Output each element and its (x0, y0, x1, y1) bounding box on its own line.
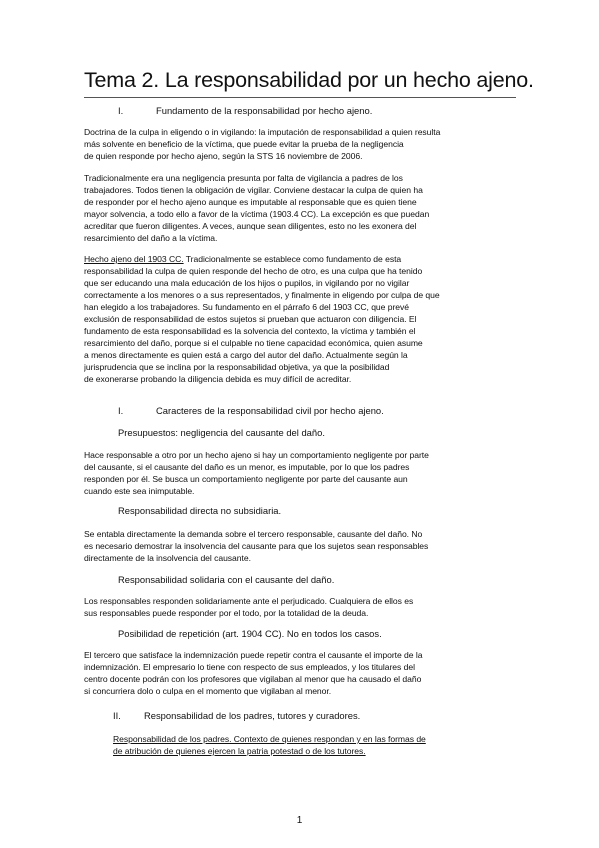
section-number: I. (118, 405, 124, 416)
text-line: si concurriera dolo o culpa en el momento que vigilaban al menor. (84, 686, 332, 696)
inline-underlined-term: Hecho ajeno del 1903 CC. (84, 254, 184, 264)
paragraph-directa (84, 528, 516, 564)
paragraph-culpa-in-vigilando (84, 126, 516, 162)
text-line: cuando este sea inimputable. (84, 486, 195, 496)
text-line: mayor solvencia, a todo ello a favor de la víctima (1903.4 CC). La excepción es que puedan (84, 209, 430, 219)
section-title: Responsabilidad de los padres, tutores y curadores. (144, 710, 361, 721)
subheading-directa: Responsabilidad directa no subsidiaria. (118, 505, 282, 516)
title-underline (84, 97, 516, 98)
text-line: de responder por el hecho ajeno aunque es imputable al responsable que es quien tiene (84, 197, 417, 207)
text-line: es necesario demostrar la insolvencia del causante para que los sujetos sean responsables (84, 541, 429, 551)
text-line: resarcimiento del daño, porque si el culpable no tiene capacidad económica, quien asume (84, 338, 423, 348)
section-title: Caracteres de la responsabilidad civil por hecho ajeno. (156, 405, 384, 416)
page-number: 1 (296, 815, 303, 826)
paragraph-padres (113, 733, 513, 757)
text-line: Responsabilidad de los padres. Contexto de quienes respondan y en las formas de (113, 734, 426, 744)
text-line: Los responsables responden solidariamente ante el perjudicado. Cualquiera de ellos es (84, 596, 414, 606)
text-line: Hace responsable a otro por un hecho ajeno si hay un comportamiento negligente por parte (84, 450, 429, 460)
paragraph-hecho-ajeno-1903 (84, 253, 516, 385)
text-line: El tercero que satisface la indemnización puede repetir contra el causante el importe de la (84, 650, 423, 660)
section-number: II. (113, 710, 121, 721)
text-line: responden por él. Se busca un comportamiento negligente por parte del causante aun (84, 474, 408, 484)
text-line: resarcimiento del daño a la víctima. (84, 233, 218, 243)
text-line: correctamente a los menores o a sus representados, y finalmente in eligendo por culpa de que (84, 290, 440, 300)
subheading-solidaria: Responsabilidad solidaria con el causante del daño. (118, 574, 335, 585)
text-line: a menos directamente es quien está a cargo del autor del daño. Actualmente según la (84, 350, 408, 360)
text-line: acreditar que fueron diligentes. A veces, aunque sean diligentes, esto no les exonera del (84, 221, 417, 231)
text-line: directamente de la insolvencia del causante. (84, 553, 251, 563)
subheading-repeticion: Posibilidad de repetición (art. 1904 CC). No en todos los casos. (118, 628, 382, 639)
paragraph-negligencia-presunta (84, 172, 516, 244)
text-line: de atribución de quienes ejercen la patria potestad o de los tutores. (113, 746, 366, 756)
text-line: Tradicionalmente era una negligencia presunta por falta de vigilancia a padres de los (84, 173, 403, 183)
text-line: que ser educando una mala educación de los hijos o pupilos, in vigilando por no vigilar (84, 278, 410, 288)
text-line: trabajadores. Todos tienen la obligación de vigilar. Conviene destacar la culpa de quien ha (84, 185, 423, 195)
page-title: Tema 2. La responsabilidad por un hecho ajeno. (84, 68, 534, 92)
paragraph-presupuestos (84, 449, 516, 497)
text-line (84, 253, 516, 265)
text-line: del causante, si el causante del daño es un menor, es imputable, por lo que los padres (84, 462, 410, 472)
section-title: Fundamento de la responsabilidad por hecho ajeno. (156, 105, 373, 116)
text-line: jurisprudencia que se inclina por la responsabilidad objetiva, ya que la posibilidad (84, 362, 390, 372)
text-line: Doctrina de la culpa in eligendo o in vigilando: la imputación de responsabilidad a quien resulta (84, 127, 441, 137)
paragraph-repeticion (84, 649, 516, 697)
text-line: centro docente podrán con los profesores que vigilaban al menor que ha causado el daño (84, 674, 422, 684)
section-number: I. (118, 105, 124, 116)
text-line: responsabilidad la culpa de quien responde del hecho de otro, es una culpa que ha tenido (84, 266, 423, 276)
text-line: Se entabla directamente la demanda sobre el tercero responsable, causante del daño. No (84, 529, 423, 539)
text-line: han elegido a los trabajadores. Su fundamento en el párrafo 6 del 1903 CC, que prevé (84, 302, 409, 312)
subheading-presupuestos: Presupuestos: negligencia del causante del daño. (118, 427, 325, 438)
text-line: sus responsables puede responder por el todo, por la totalidad de la deuda. (84, 608, 369, 618)
text-line: de quien responde por hecho ajeno, según la STS 16 noviembre de 2006. (84, 151, 363, 161)
text-line: más solvente en beneficio de la víctima, que puede evitar la prueba de la negligencia (84, 139, 404, 149)
text-line: fundamento de esta responsabilidad es la solvencia del contexto, la víctima y también el (84, 326, 416, 336)
text-line: exclusión de responsabilidad de estos sujetos si prueban que actuaron con diligencia. El (84, 314, 417, 324)
text-fragment: Tradicionalmente se establece como fundamento de esta (183, 254, 402, 264)
paragraph-solidaria (84, 595, 516, 619)
text-line: de exonerarse probando la diligencia debida es muy difícil de acreditar. (84, 374, 352, 384)
text-line: indemnización. El empresario lo tiene con respecto de sus empleados, y los titulares del (84, 662, 415, 672)
